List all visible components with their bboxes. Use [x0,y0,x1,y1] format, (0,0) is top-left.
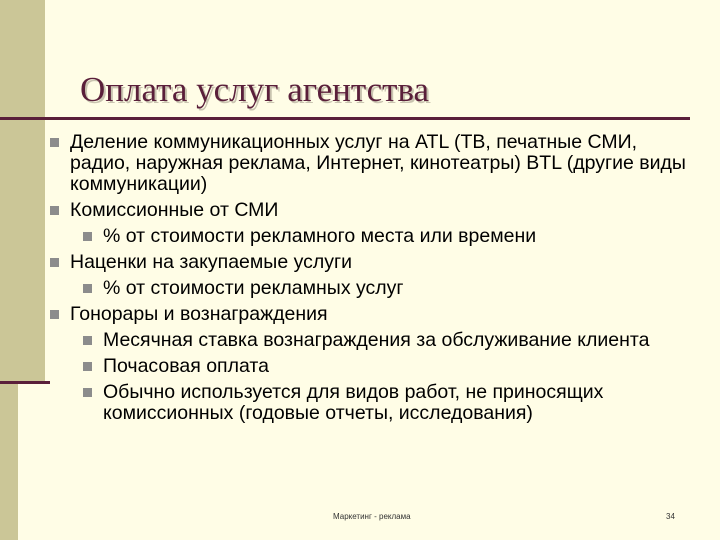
sub-bullet-item [50,330,690,351]
bullet-item [50,132,690,195]
title-divider [0,117,690,120]
page-number: 34 [666,512,675,521]
square-bullet-icon [50,258,59,267]
square-bullet-icon [83,284,92,293]
footer-caption: Маркетинг - реклама [333,512,411,521]
square-bullet-icon [50,138,59,147]
sub-bullet-item [50,356,690,377]
square-bullet-icon [50,206,59,215]
square-bullet-icon [83,388,92,397]
left-decor-band [0,0,18,540]
square-bullet-icon [83,336,92,345]
sub-bullet-item [50,226,690,247]
square-bullet-icon [83,362,92,371]
bullet-item [50,304,690,325]
bullet-text: Обычно используется для видов работ, не приносящих комиссионных (годовые отчеты, исследования) [103,381,604,424]
square-bullet-icon [50,310,59,319]
bullet-text: Гонорары и вознаграждения [70,303,328,325]
bullet-text: Почасовая оплата [103,355,269,377]
bullet-item [50,252,690,273]
panel-divider [0,381,50,384]
bullet-text: Комиссионные от СМИ [70,199,279,221]
slide-title: Оплата услуг агентства [80,70,430,109]
bullet-text: % от стоимости рекламных услуг [103,277,404,299]
bullet-list [50,132,690,429]
bullet-text: Наценки на закупаемые услуги [70,251,352,273]
bullet-text: Месячная ставка вознаграждения за обслуживание клиента [103,329,650,351]
bullet-item [50,200,690,221]
bullet-text: Деление коммуникационных услуг на ATL (ТВ, печатные СМИ, радио, наружная реклама, Интернет, кинотеатры) BTL (другие виды коммуникации) [70,131,686,195]
left-decor-panel [18,0,45,382]
sub-bullet-item [50,382,690,424]
square-bullet-icon [83,232,92,241]
bullet-text: % от стоимости рекламного места или времени [103,225,537,247]
sub-bullet-item [50,278,690,299]
